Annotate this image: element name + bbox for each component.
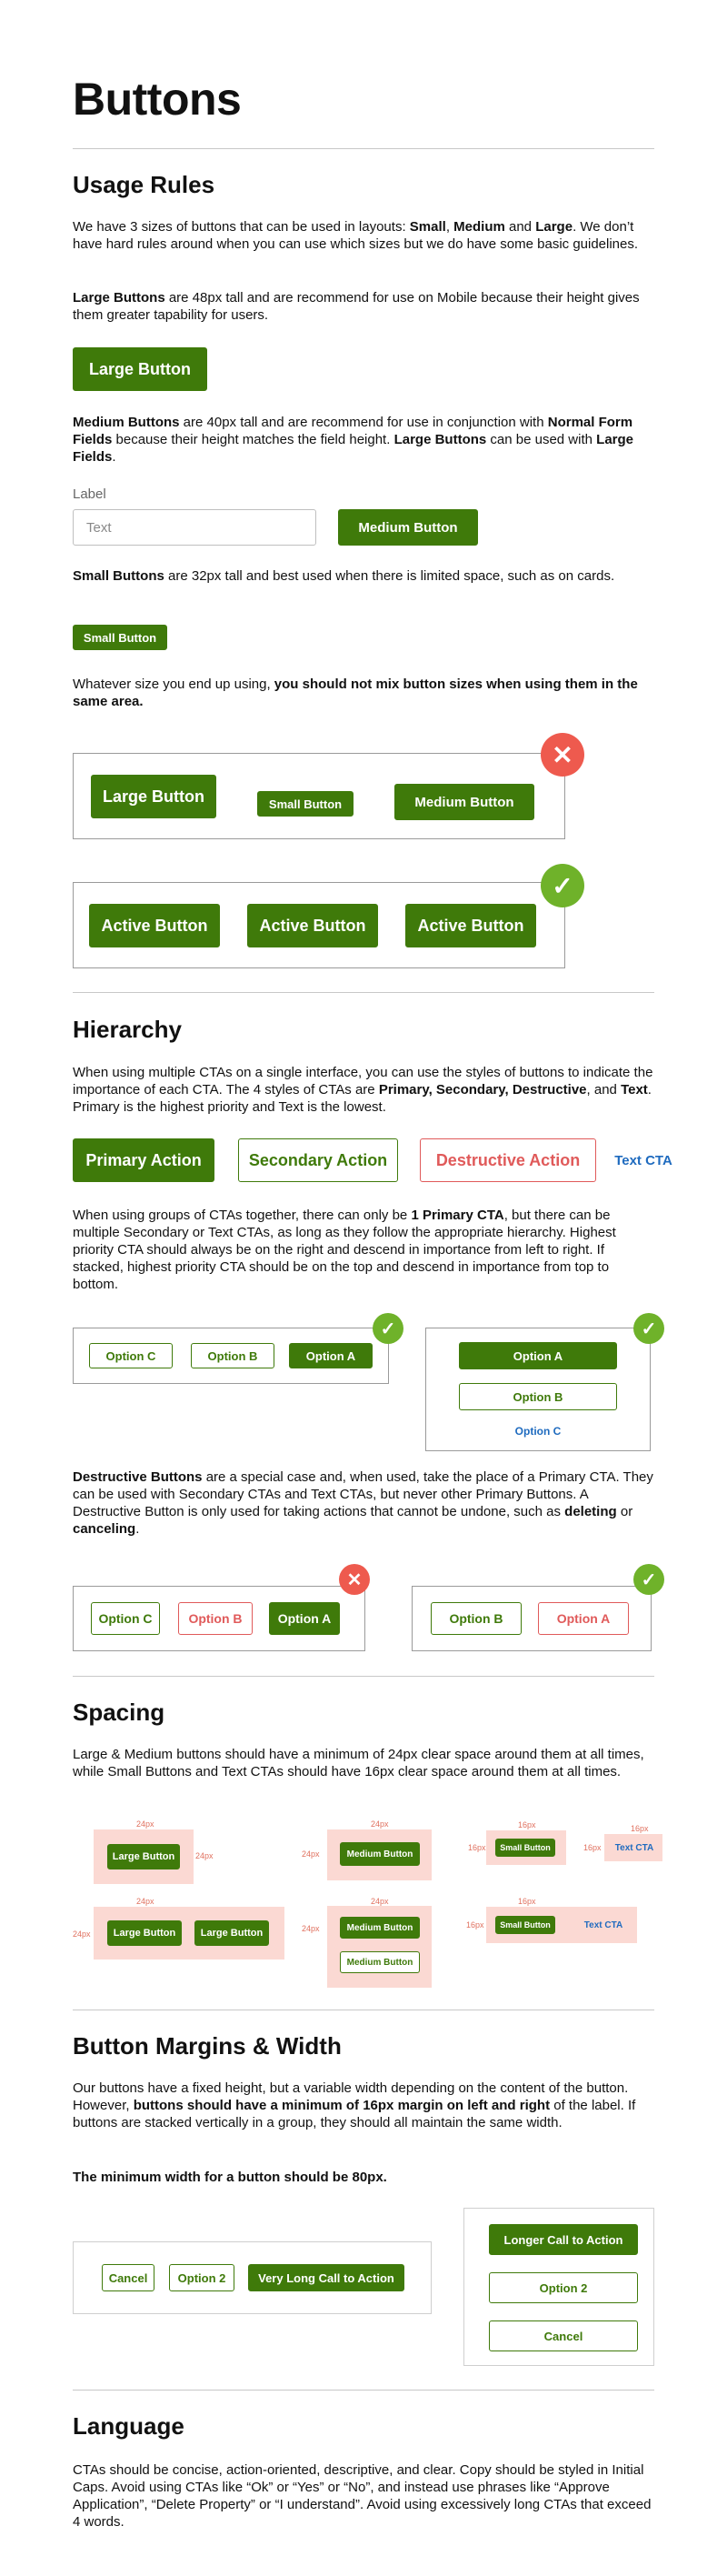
mix-rule: Whatever size you end up using, you should not mix button sizes when using them in the same area.	[73, 677, 638, 709]
spacing-label: 24px	[73, 1929, 91, 1939]
hierarchy-heading: Hierarchy	[73, 1016, 182, 1043]
field-label: Label	[73, 486, 106, 502]
option-a-button[interactable]: Option A	[459, 1342, 617, 1369]
example-active-button[interactable]: Active Button	[405, 904, 536, 947]
usage-heading: Usage Rules	[73, 171, 215, 198]
hierarchy-intro: When using multiple CTAs on a single interface, you can use the styles of buttons to indicate the importance of each CTA. The 4 styles of CTAs are Primary, Secondary, Destructive, and Text. Primary is the highest priority and Text is the lowest.	[73, 1065, 653, 1115]
destructive-desc: Destructive Buttons are a special case and, when used, take the place of a Primary CTA. They can be used with Secondary CTAs and Text CTAs, but never other Primary Buttons. A Destructive Button is only used for taking actions that cannot be undone, such as deleting or canceling.	[73, 1469, 653, 1537]
divider	[73, 148, 654, 149]
cancel-button[interactable]: Cancel	[102, 2264, 154, 2291]
margins-desc: Our buttons have a fixed height, but a variable width depending on the content of the button. However, buttons should have a minimum of 16px margin on left and right of the label. If buttons are stacked vertically in a group, they should all maintain the same width.	[73, 2080, 636, 2130]
spacing-label: 24px	[302, 1924, 320, 1933]
option-c-button[interactable]: Option C	[91, 1602, 160, 1635]
spacing-text-cta: Text CTA	[583, 1919, 623, 1930]
spacing-label: 16px	[631, 1824, 649, 1833]
secondary-action-button[interactable]: Secondary Action	[238, 1138, 398, 1182]
option-c-button[interactable]: Option C	[89, 1343, 173, 1368]
divider	[73, 2390, 654, 2391]
option-b-button[interactable]: Option B	[191, 1343, 274, 1368]
spacing-large-button: Large Button	[194, 1920, 269, 1946]
spacing-small-button: Small Button	[495, 1839, 555, 1857]
option-a-button[interactable]: Option A	[289, 1343, 373, 1368]
close-x-icon: ✕	[541, 733, 584, 777]
option-2-button[interactable]: Option 2	[489, 2272, 638, 2303]
checkmark-icon: ✓	[633, 1313, 664, 1344]
checkmark-icon: ✓	[541, 864, 584, 907]
checkmark-icon: ✓	[633, 1564, 664, 1595]
language-desc: CTAs should be concise, action-oriented, descriptive, and clear. Copy should be styled in Initial Caps. Avoid using CTAs like “Ok” or “Yes” or “No”, and instead use phrases like “Approve Application”, “Delete Property” or “I understand”. Avoid using excessively long CTAs that exceed 4 words.	[73, 2462, 652, 2530]
spacing-label: 24px	[371, 1897, 389, 1906]
checkmark-icon: ✓	[373, 1313, 403, 1344]
spacing-large-button: Large Button	[107, 1920, 182, 1946]
option-c-text-cta[interactable]: Option C	[514, 1425, 562, 1438]
small-button[interactable]: Small Button	[73, 625, 167, 650]
option-2-button[interactable]: Option 2	[169, 2264, 234, 2291]
cancel-button[interactable]: Cancel	[489, 2320, 638, 2351]
large-button[interactable]: Large Button	[73, 347, 207, 391]
close-x-icon: ✕	[339, 1564, 370, 1595]
text-field[interactable]: Text	[73, 509, 316, 546]
spacing-label: 16px	[466, 1920, 484, 1929]
spacing-large-button: Large Button	[107, 1844, 180, 1869]
spacing-medium-button: Medium Button	[340, 1951, 420, 1973]
example-large-button[interactable]: Large Button	[91, 775, 216, 818]
spacing-label: 24px	[195, 1851, 214, 1860]
hierarchy-groups: When using groups of CTAs together, there can only be 1 Primary CTA, but there can be multiple Secondary or Text CTAs, as long as they follow the appropriate hierarchy. Highest priority CTA should always be on the right and descend in importance from left to right. If stacked, highest priority CTA should be on the top and descend in importance from top to bottom.	[73, 1208, 616, 1292]
option-b-button[interactable]: Option B	[459, 1383, 617, 1410]
example-small-button[interactable]: Small Button	[257, 791, 354, 817]
text-cta[interactable]: Text CTA	[614, 1152, 672, 1168]
spacing-label: 24px	[371, 1819, 389, 1829]
example-medium-button[interactable]: Medium Button	[394, 784, 534, 820]
spacing-text-cta: Text CTA	[614, 1842, 654, 1853]
spacing-label: 16px	[468, 1843, 486, 1852]
primary-action-button[interactable]: Primary Action	[73, 1138, 214, 1182]
language-heading: Language	[73, 2412, 184, 2440]
usage-intro: We have 3 sizes of buttons that can be used in layouts: Small, Medium and Large. We don’t have hard rules around when you can use which sizes but we do have some basic guidelines.	[73, 219, 639, 252]
spacing-label: 24px	[136, 1819, 154, 1829]
min-width-rule: The minimum width for a button should be 80px.	[73, 2170, 387, 2185]
option-b-destructive-button[interactable]: Option B	[178, 1602, 253, 1635]
page-title: Buttons	[73, 74, 242, 125]
spacing-medium-button: Medium Button	[340, 1842, 420, 1866]
spacing-label: 16px	[518, 1897, 536, 1906]
margins-heading: Button Margins & Width	[73, 2032, 342, 2060]
destructive-action-button[interactable]: Destructive Action	[420, 1138, 596, 1182]
spacing-label: 16px	[583, 1843, 602, 1852]
longer-cta-button[interactable]: Longer Call to Action	[489, 2224, 638, 2255]
option-b-button[interactable]: Option B	[431, 1602, 522, 1635]
spacing-medium-button: Medium Button	[340, 1917, 420, 1939]
example-active-button[interactable]: Active Button	[247, 904, 378, 947]
spacing-label: 24px	[302, 1849, 320, 1859]
medium-desc: Medium Buttons are 40px tall and are recommend for use in conjunction with Normal Form Fields because their height matches the field height. Large Buttons can be used with Large Fields.	[73, 415, 634, 465]
option-a-destructive-button[interactable]: Option A	[538, 1602, 629, 1635]
medium-button[interactable]: Medium Button	[338, 509, 478, 546]
spacing-small-button: Small Button	[495, 1916, 555, 1934]
small-desc: Small Buttons are 32px tall and best used when there is limited space, such as on cards.	[73, 568, 615, 584]
divider	[73, 992, 654, 993]
spacing-heading: Spacing	[73, 1699, 165, 1726]
spacing-label: 24px	[136, 1897, 154, 1906]
spacing-desc: Large & Medium buttons should have a minimum of 24px clear space around them at all times, while Small Buttons and Text CTAs should have 16px clear space around them at all times.	[73, 1747, 644, 1779]
very-long-cta-button[interactable]: Very Long Call to Action	[248, 2264, 404, 2291]
spacing-label: 16px	[518, 1820, 536, 1829]
option-a-button[interactable]: Option A	[269, 1602, 340, 1635]
divider	[73, 1676, 654, 1677]
example-active-button[interactable]: Active Button	[89, 904, 220, 947]
large-desc: Large Buttons are 48px tall and are recommend for use on Mobile because their height gives them greater tapability for users.	[73, 290, 640, 323]
